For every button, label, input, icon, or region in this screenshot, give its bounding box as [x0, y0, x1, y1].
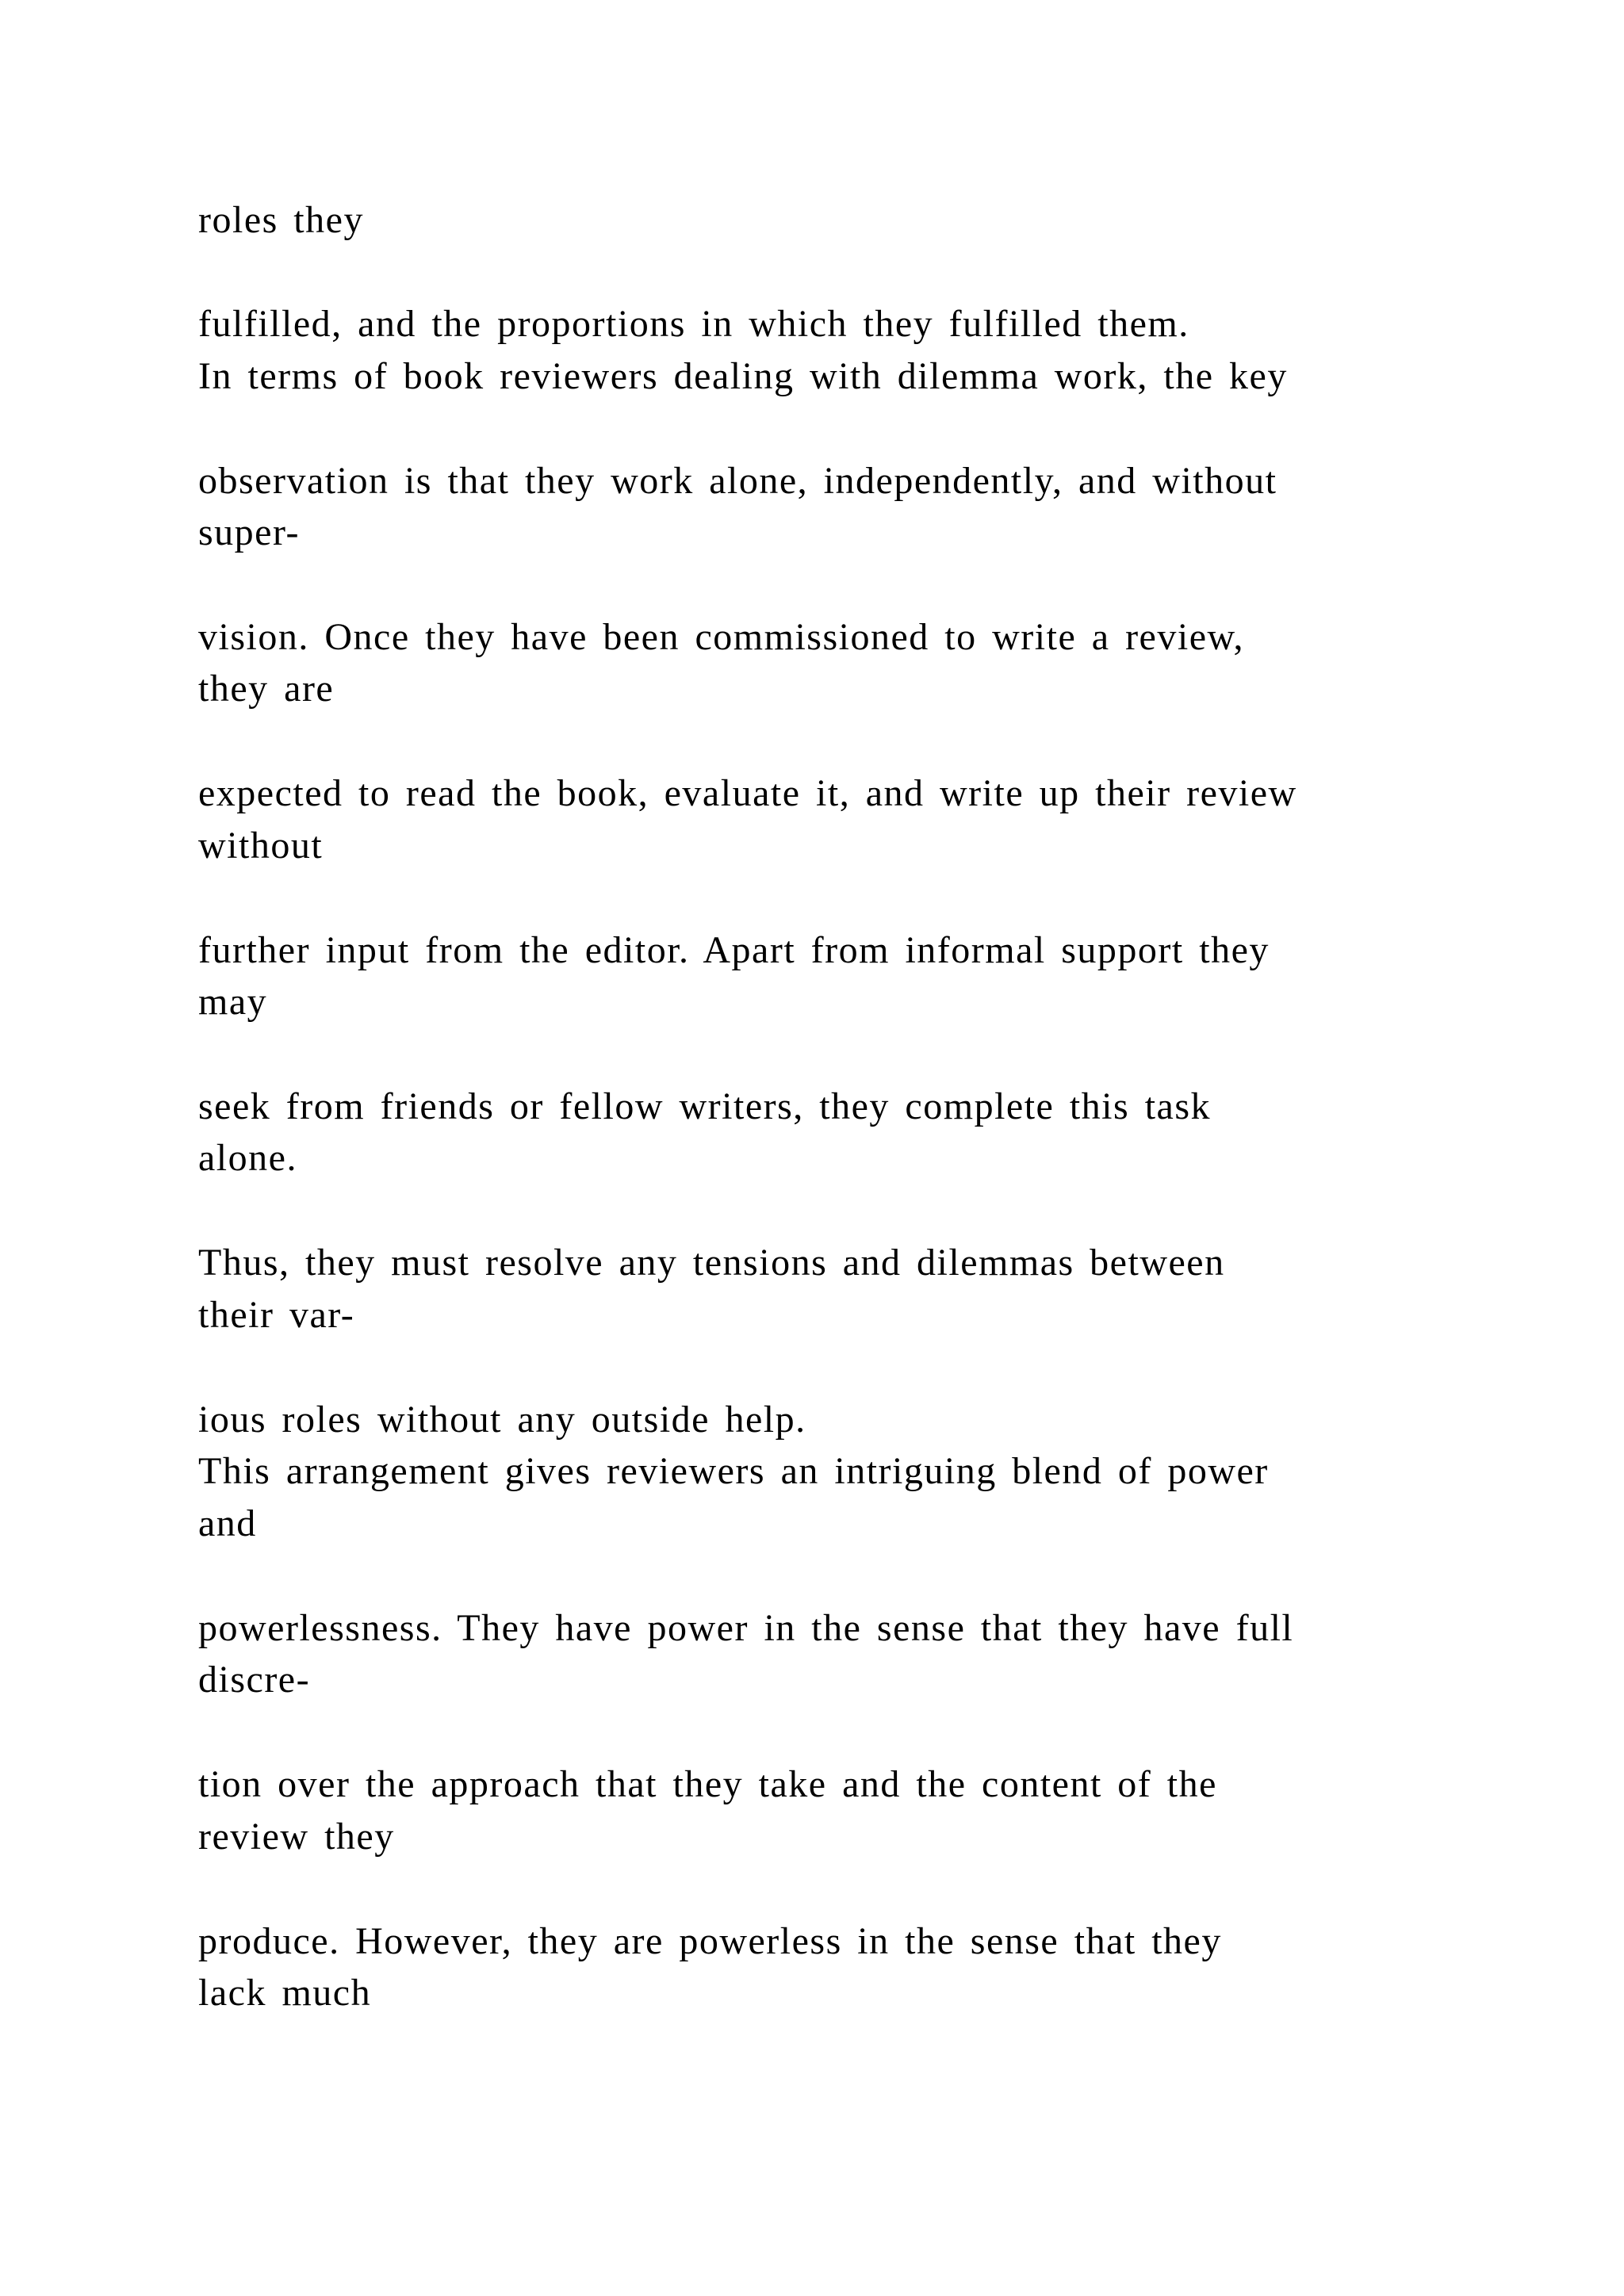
- text-line: review they: [198, 1816, 395, 1858]
- text-line: discre-: [198, 1659, 311, 1701]
- text-line: and: [198, 1502, 257, 1544]
- text-line: powerlessness. They have power in the sense that they have full: [198, 1607, 1294, 1649]
- text-line: vision. Once they have been commissioned to write a review,: [198, 616, 1245, 658]
- text-line: fulfilled, and the proportions in which they fulfilled them.: [198, 303, 1189, 345]
- text-line: roles they: [198, 199, 364, 241]
- text-line: Thus, they must resolve any tensions and dilemmas between: [198, 1242, 1225, 1284]
- text-line: seek from friends or fellow writers, they complete this task: [198, 1085, 1212, 1127]
- text-line: super-: [198, 511, 300, 553]
- text-line: This arrangement gives reviewers an intriguing blend of power: [198, 1450, 1269, 1492]
- text-line: lack much: [198, 1972, 372, 2014]
- text-line: further input from the editor. Apart from informal support they: [198, 929, 1270, 971]
- text-line: alone.: [198, 1137, 297, 1179]
- text-line: expected to read the book, evaluate it, and write up their review: [198, 772, 1297, 814]
- text-line: their var-: [198, 1294, 355, 1336]
- text-line: ious roles without any outside help.: [198, 1399, 806, 1441]
- text-line: In terms of book reviewers dealing with dilemma work, the key: [198, 355, 1288, 397]
- text-line: may: [198, 981, 268, 1023]
- text-line: tion over the approach that they take and the content of the: [198, 1763, 1217, 1805]
- text-line: without: [198, 825, 324, 867]
- text-line: produce. However, they are powerless in the sense that they: [198, 1920, 1222, 1962]
- text-line: observation is that they work alone, independently, and without: [198, 460, 1277, 502]
- text-line: they are: [198, 668, 335, 710]
